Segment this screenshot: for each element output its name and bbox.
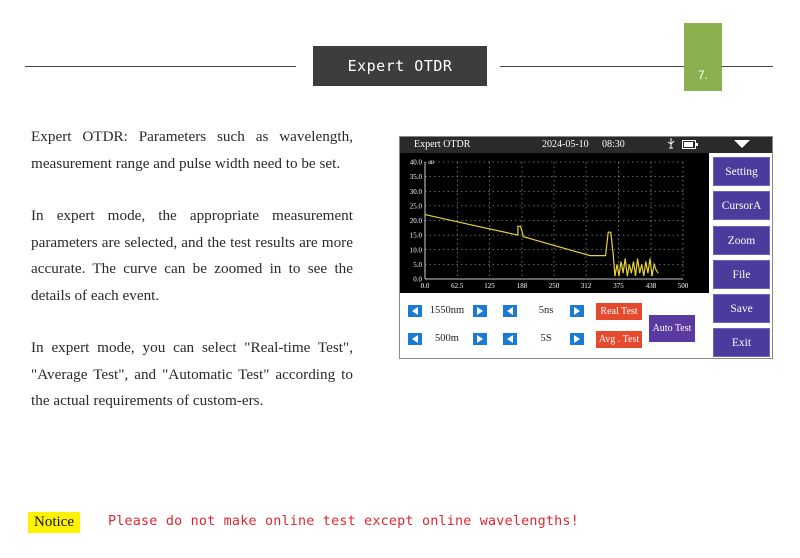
header-rule-left — [25, 66, 296, 67]
otdr-screen — [399, 136, 773, 359]
y-tick-label: 15.0 — [409, 231, 422, 240]
x-tick-label: 312 — [580, 282, 592, 290]
x-tick-label: 250 — [548, 282, 560, 290]
arrow-right-icon — [573, 307, 581, 315]
wavelength-prev-button[interactable] — [408, 305, 422, 317]
arrow-right-icon — [476, 307, 484, 315]
range-next-button[interactable] — [473, 333, 487, 345]
wavelength-value: 1550nm — [429, 305, 465, 316]
y-tick-label: 0.0 — [413, 275, 422, 284]
y-tick-label: 40.0 — [409, 158, 422, 167]
battery-icon — [682, 140, 698, 152]
date-label: 2024-05-10 — [542, 139, 589, 150]
chart-svg — [400, 153, 709, 293]
header-rule-right — [500, 66, 773, 67]
x-tick-label: 500 — [677, 282, 689, 290]
exit-button[interactable]: Exit — [713, 328, 770, 357]
x-tick-label: 375 — [613, 282, 624, 290]
cursor-a-button[interactable]: CursorA — [713, 191, 770, 220]
status-bar — [400, 137, 772, 153]
notice-label: Notice — [28, 512, 80, 533]
real-test-button[interactable]: Real Test — [596, 303, 642, 320]
mode-label: Expert OTDR — [414, 139, 471, 150]
pulse-next-button[interactable] — [570, 305, 584, 317]
setting-button[interactable]: Setting — [713, 157, 770, 186]
pulse-prev-button[interactable] — [503, 305, 517, 317]
arrow-right-icon — [476, 335, 484, 343]
y-tick-label: 25.0 — [409, 202, 422, 211]
x-tick-label: 438 — [645, 282, 657, 290]
x-tick-label: 62.5 — [451, 282, 464, 290]
paragraph: Expert OTDR: Parameters such as wavelength, measurement range and pulse width need to be set. — [31, 128, 353, 172]
paragraph: In expert mode, the appropriate measurement parameters are selected, and the test results are more accurate. The curve can be zoomed in to see the details of each event. — [31, 207, 353, 304]
wavelength-next-button[interactable] — [473, 305, 487, 317]
save-button[interactable]: Save — [713, 294, 770, 323]
y-tick-label: 30.0 — [409, 187, 422, 196]
y-tick-label: 5.0 — [413, 260, 422, 269]
time-label: 08:30 — [602, 139, 625, 150]
arrow-left-icon — [411, 307, 419, 315]
y-unit-label: dB — [428, 160, 435, 166]
arrow-left-icon — [411, 335, 419, 343]
menu-down-icon[interactable] — [734, 140, 750, 152]
range-value: 500m — [435, 333, 459, 344]
page-number: 7. — [684, 23, 722, 91]
y-tick-label: 35.0 — [409, 173, 422, 182]
paragraph: In expert mode, you can select "Real-time Test", "Average Test", and "Automatic Test" according to the actual requirements of custom-ers. — [31, 339, 353, 409]
x-tick-label: 188 — [516, 282, 528, 290]
x-tick-label: 125 — [484, 282, 495, 290]
y-tick-label: 20.0 — [409, 217, 422, 225]
avg-test-button[interactable]: Avg . Test — [596, 331, 642, 348]
arrow-right-icon — [573, 335, 581, 343]
notice-text: Please do not make online test except online wavelengths! — [108, 514, 579, 529]
otdr-trace-chart — [400, 153, 709, 293]
time-prev-button[interactable] — [503, 333, 517, 345]
time-value: 5S — [540, 333, 552, 344]
pulse-value: 5ns — [538, 305, 554, 316]
x-tick-label: 0.0 — [420, 282, 430, 290]
arrow-left-icon — [506, 335, 514, 343]
body-text — [31, 124, 353, 441]
auto-test-button[interactable]: Auto Test — [649, 315, 695, 342]
time-next-button[interactable] — [570, 333, 584, 345]
y-tick-label: 10.0 — [409, 246, 422, 255]
range-prev-button[interactable] — [408, 333, 422, 345]
file-button[interactable]: File — [713, 260, 770, 289]
trace-line — [425, 215, 658, 277]
parameter-panel — [402, 295, 709, 357]
usb-icon — [666, 138, 676, 153]
section-title: Expert OTDR — [313, 46, 487, 86]
zoom-button[interactable]: Zoom — [713, 226, 770, 255]
arrow-left-icon — [506, 307, 514, 315]
